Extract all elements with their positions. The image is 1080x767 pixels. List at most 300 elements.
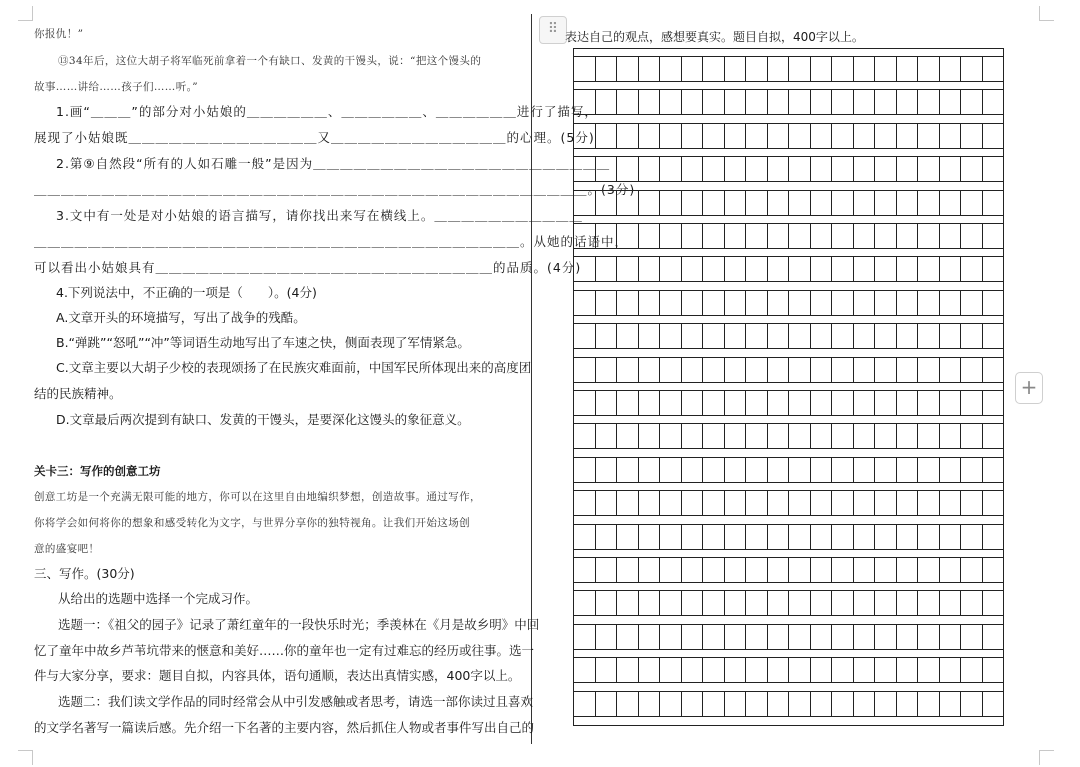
grid-cell[interactable]	[854, 190, 876, 216]
grid-cell[interactable]	[639, 624, 661, 650]
grid-cell[interactable]	[832, 290, 854, 316]
grid-cell[interactable]	[875, 89, 897, 115]
grid-cell[interactable]	[768, 323, 790, 349]
grid-cell[interactable]	[789, 590, 811, 616]
grid-cell[interactable]	[832, 691, 854, 717]
grid-cell[interactable]	[682, 56, 704, 82]
grid-cell[interactable]	[682, 457, 704, 483]
grid-cell[interactable]	[703, 657, 725, 683]
grid-cell[interactable]	[832, 123, 854, 149]
grid-cell[interactable]	[574, 56, 596, 82]
grid-cell[interactable]	[983, 590, 1004, 616]
grid-cell[interactable]	[596, 89, 618, 115]
grid-cell[interactable]	[918, 357, 940, 383]
grid-cell[interactable]	[746, 490, 768, 516]
grid-cell[interactable]	[596, 557, 618, 583]
grid-cell[interactable]	[854, 557, 876, 583]
grid-cell[interactable]	[768, 256, 790, 282]
grid-cell[interactable]	[832, 156, 854, 182]
grid-cell[interactable]	[703, 490, 725, 516]
grid-cell[interactable]	[832, 256, 854, 282]
grid-cell[interactable]	[961, 190, 983, 216]
grid-cell[interactable]	[682, 590, 704, 616]
grid-cell[interactable]	[639, 123, 661, 149]
grid-cell[interactable]	[746, 357, 768, 383]
grid-cell[interactable]	[639, 89, 661, 115]
grid-cell[interactable]	[811, 357, 833, 383]
grid-cell[interactable]	[768, 423, 790, 449]
grid-cell[interactable]	[639, 590, 661, 616]
grid-cell[interactable]	[832, 423, 854, 449]
grid-cell[interactable]	[918, 223, 940, 249]
grid-cell[interactable]	[596, 490, 618, 516]
grid-cell[interactable]	[961, 357, 983, 383]
grid-cell[interactable]	[897, 190, 919, 216]
grid-cell[interactable]	[918, 457, 940, 483]
grid-cell[interactable]	[639, 357, 661, 383]
grid-cell[interactable]	[725, 423, 747, 449]
grid-cell[interactable]	[832, 524, 854, 550]
grid-cell[interactable]	[725, 691, 747, 717]
grid-cell[interactable]	[682, 490, 704, 516]
grid-cell[interactable]	[854, 290, 876, 316]
grid-cell[interactable]	[961, 56, 983, 82]
grid-cell[interactable]	[682, 691, 704, 717]
grid-cell[interactable]	[789, 490, 811, 516]
grid-cell[interactable]	[703, 357, 725, 383]
grid-cell[interactable]	[596, 256, 618, 282]
grid-cell[interactable]	[617, 223, 639, 249]
grid-cell[interactable]	[897, 490, 919, 516]
grid-cell[interactable]	[875, 190, 897, 216]
grid-cell[interactable]	[983, 123, 1004, 149]
grid-cell[interactable]	[961, 490, 983, 516]
grid-cell[interactable]	[746, 524, 768, 550]
grid-cell[interactable]	[768, 557, 790, 583]
grid-cell[interactable]	[983, 156, 1004, 182]
grid-cell[interactable]	[940, 290, 962, 316]
grid-cell[interactable]	[983, 323, 1004, 349]
grid-cell[interactable]	[897, 524, 919, 550]
grid-cell[interactable]	[703, 256, 725, 282]
grid-cell[interactable]	[617, 190, 639, 216]
grid-cell[interactable]	[789, 56, 811, 82]
grid-cell[interactable]	[940, 624, 962, 650]
grid-cell[interactable]	[961, 390, 983, 416]
grid-cell[interactable]	[746, 691, 768, 717]
grid-cell[interactable]	[639, 56, 661, 82]
grid-cell[interactable]	[639, 423, 661, 449]
grid-cell[interactable]	[660, 390, 682, 416]
grid-cell[interactable]	[918, 691, 940, 717]
grid-cell[interactable]	[897, 390, 919, 416]
grid-cell[interactable]	[725, 123, 747, 149]
grid-cell[interactable]	[832, 657, 854, 683]
grid-cell[interactable]	[875, 657, 897, 683]
grid-cell[interactable]	[617, 56, 639, 82]
grid-cell[interactable]	[811, 657, 833, 683]
grid-cell[interactable]	[660, 457, 682, 483]
grid-cell[interactable]	[682, 624, 704, 650]
grid-cell[interactable]	[961, 457, 983, 483]
grid-cell[interactable]	[617, 123, 639, 149]
grid-cell[interactable]	[639, 390, 661, 416]
grid-cell[interactable]	[746, 457, 768, 483]
grid-cell[interactable]	[983, 256, 1004, 282]
grid-cell[interactable]	[617, 691, 639, 717]
grid-cell[interactable]	[768, 156, 790, 182]
grid-cell[interactable]	[574, 590, 596, 616]
grid-cell[interactable]	[854, 457, 876, 483]
grid-cell[interactable]	[746, 190, 768, 216]
grid-cell[interactable]	[617, 657, 639, 683]
grid-cell[interactable]	[983, 390, 1004, 416]
grid-cell[interactable]	[811, 223, 833, 249]
grid-cell[interactable]	[596, 590, 618, 616]
grid-cell[interactable]	[617, 557, 639, 583]
grid-cell[interactable]	[897, 457, 919, 483]
grid-cell[interactable]	[703, 457, 725, 483]
grid-cell[interactable]	[639, 490, 661, 516]
grid-cell[interactable]	[961, 423, 983, 449]
grid-cell[interactable]	[875, 423, 897, 449]
grid-cell[interactable]	[746, 256, 768, 282]
grid-cell[interactable]	[854, 524, 876, 550]
grid-cell[interactable]	[725, 624, 747, 650]
grid-cell[interactable]	[940, 256, 962, 282]
grid-cell[interactable]	[961, 323, 983, 349]
grid-cell[interactable]	[875, 490, 897, 516]
grid-cell[interactable]	[703, 223, 725, 249]
grid-cell[interactable]	[596, 123, 618, 149]
grid-cell[interactable]	[897, 123, 919, 149]
grid-cell[interactable]	[617, 624, 639, 650]
grid-cell[interactable]	[897, 357, 919, 383]
grid-cell[interactable]	[961, 223, 983, 249]
grid-cell[interactable]	[961, 691, 983, 717]
grid-cell[interactable]	[746, 123, 768, 149]
grid-cell[interactable]	[897, 256, 919, 282]
grid-cell[interactable]	[725, 457, 747, 483]
grid-cell[interactable]	[875, 357, 897, 383]
grid-cell[interactable]	[725, 390, 747, 416]
grid-cell[interactable]	[983, 190, 1004, 216]
grid-cell[interactable]	[682, 657, 704, 683]
grid-cell[interactable]	[725, 657, 747, 683]
grid-cell[interactable]	[897, 290, 919, 316]
grid-cell[interactable]	[789, 290, 811, 316]
grid-cell[interactable]	[574, 357, 596, 383]
grid-cell[interactable]	[660, 156, 682, 182]
grid-cell[interactable]	[746, 223, 768, 249]
grid-cell[interactable]	[768, 357, 790, 383]
grid-cell[interactable]	[961, 524, 983, 550]
grid-cell[interactable]	[854, 89, 876, 115]
grid-cell[interactable]	[983, 624, 1004, 650]
grid-cell[interactable]	[596, 691, 618, 717]
grid-cell[interactable]	[617, 423, 639, 449]
grid-cell[interactable]	[768, 390, 790, 416]
grid-cell[interactable]	[918, 390, 940, 416]
grid-cell[interactable]	[574, 390, 596, 416]
grid-cell[interactable]	[854, 156, 876, 182]
grid-cell[interactable]	[574, 457, 596, 483]
grid-cell[interactable]	[983, 657, 1004, 683]
grid-cell[interactable]	[875, 590, 897, 616]
grid-cell[interactable]	[961, 557, 983, 583]
grid-cell[interactable]	[789, 357, 811, 383]
grid-cell[interactable]	[940, 123, 962, 149]
grid-cell[interactable]	[789, 89, 811, 115]
grid-cell[interactable]	[854, 123, 876, 149]
grid-cell[interactable]	[660, 223, 682, 249]
grid-cell[interactable]	[789, 524, 811, 550]
grid-cell[interactable]	[875, 290, 897, 316]
grid-cell[interactable]	[746, 323, 768, 349]
grid-cell[interactable]	[574, 490, 596, 516]
grid-cell[interactable]	[832, 56, 854, 82]
grid-cell[interactable]	[574, 190, 596, 216]
grid-cell[interactable]	[682, 323, 704, 349]
grid-cell[interactable]	[897, 590, 919, 616]
grid-cell[interactable]	[660, 190, 682, 216]
grid-cell[interactable]	[617, 156, 639, 182]
grid-cell[interactable]	[961, 89, 983, 115]
grid-cell[interactable]	[703, 156, 725, 182]
grid-cell[interactable]	[918, 123, 940, 149]
grid-cell[interactable]	[875, 123, 897, 149]
grid-cell[interactable]	[875, 691, 897, 717]
grid-cell[interactable]	[854, 390, 876, 416]
grid-cell[interactable]	[768, 89, 790, 115]
grid-cell[interactable]	[854, 357, 876, 383]
grid-cell[interactable]	[768, 590, 790, 616]
grid-cell[interactable]	[725, 256, 747, 282]
grid-cell[interactable]	[940, 89, 962, 115]
grid-cell[interactable]	[854, 490, 876, 516]
grid-cell[interactable]	[725, 89, 747, 115]
grid-cell[interactable]	[746, 156, 768, 182]
grid-cell[interactable]	[811, 624, 833, 650]
grid-cell[interactable]	[703, 590, 725, 616]
grid-cell[interactable]	[875, 624, 897, 650]
grid-cell[interactable]	[854, 590, 876, 616]
grid-cell[interactable]	[617, 390, 639, 416]
grid-cell[interactable]	[617, 490, 639, 516]
grid-cell[interactable]	[811, 590, 833, 616]
grid-cell[interactable]	[897, 89, 919, 115]
grid-cell[interactable]	[596, 290, 618, 316]
grid-cell[interactable]	[660, 323, 682, 349]
grid-cell[interactable]	[811, 156, 833, 182]
grid-cell[interactable]	[746, 290, 768, 316]
grid-cell[interactable]	[660, 89, 682, 115]
grid-cell[interactable]	[574, 290, 596, 316]
grid-cell[interactable]	[746, 557, 768, 583]
grid-cell[interactable]	[703, 123, 725, 149]
grid-cell[interactable]	[682, 390, 704, 416]
grid-cell[interactable]	[574, 256, 596, 282]
grid-cell[interactable]	[703, 323, 725, 349]
grid-cell[interactable]	[832, 490, 854, 516]
grid-cell[interactable]	[682, 89, 704, 115]
grid-cell[interactable]	[832, 190, 854, 216]
grid-cell[interactable]	[961, 123, 983, 149]
grid-cell[interactable]	[789, 657, 811, 683]
grid-cell[interactable]	[918, 190, 940, 216]
grid-cell[interactable]	[983, 223, 1004, 249]
grid-cell[interactable]	[682, 524, 704, 550]
grid-cell[interactable]	[897, 323, 919, 349]
grid-cell[interactable]	[725, 557, 747, 583]
grid-cell[interactable]	[940, 557, 962, 583]
grid-cell[interactable]	[660, 357, 682, 383]
grid-cell[interactable]	[574, 323, 596, 349]
grid-cell[interactable]	[983, 457, 1004, 483]
grid-cell[interactable]	[617, 457, 639, 483]
grid-cell[interactable]	[961, 624, 983, 650]
grid-cell[interactable]	[789, 624, 811, 650]
grid-cell[interactable]	[596, 524, 618, 550]
add-block-button[interactable]: +	[1015, 372, 1043, 404]
grid-cell[interactable]	[639, 524, 661, 550]
grid-cell[interactable]	[574, 156, 596, 182]
grid-cell[interactable]	[789, 223, 811, 249]
grid-cell[interactable]	[983, 557, 1004, 583]
grid-cell[interactable]	[897, 56, 919, 82]
grid-cell[interactable]	[682, 256, 704, 282]
grid-cell[interactable]	[682, 290, 704, 316]
grid-cell[interactable]	[918, 557, 940, 583]
grid-cell[interactable]	[574, 624, 596, 650]
grid-cell[interactable]	[574, 657, 596, 683]
block-drag-handle-icon[interactable]: ⠿	[539, 16, 567, 44]
grid-cell[interactable]	[811, 190, 833, 216]
grid-cell[interactable]	[832, 223, 854, 249]
grid-cell[interactable]	[682, 557, 704, 583]
grid-cell[interactable]	[660, 557, 682, 583]
grid-cell[interactable]	[617, 524, 639, 550]
grid-cell[interactable]	[596, 223, 618, 249]
grid-cell[interactable]	[768, 691, 790, 717]
grid-cell[interactable]	[918, 56, 940, 82]
grid-cell[interactable]	[725, 156, 747, 182]
grid-cell[interactable]	[897, 223, 919, 249]
grid-cell[interactable]	[682, 357, 704, 383]
grid-cell[interactable]	[617, 256, 639, 282]
grid-cell[interactable]	[875, 323, 897, 349]
grid-cell[interactable]	[983, 423, 1004, 449]
grid-cell[interactable]	[875, 256, 897, 282]
grid-cell[interactable]	[854, 323, 876, 349]
grid-cell[interactable]	[768, 457, 790, 483]
grid-cell[interactable]	[940, 156, 962, 182]
grid-cell[interactable]	[725, 56, 747, 82]
grid-cell[interactable]	[660, 590, 682, 616]
grid-cell[interactable]	[725, 290, 747, 316]
grid-cell[interactable]	[832, 323, 854, 349]
grid-cell[interactable]	[940, 190, 962, 216]
grid-cell[interactable]	[983, 691, 1004, 717]
grid-cell[interactable]	[768, 624, 790, 650]
grid-cell[interactable]	[875, 56, 897, 82]
grid-cell[interactable]	[574, 123, 596, 149]
grid-cell[interactable]	[682, 223, 704, 249]
grid-cell[interactable]	[832, 590, 854, 616]
grid-cell[interactable]	[918, 290, 940, 316]
grid-cell[interactable]	[660, 423, 682, 449]
grid-cell[interactable]	[617, 590, 639, 616]
writing-grid[interactable]	[573, 48, 1004, 726]
grid-cell[interactable]	[703, 290, 725, 316]
grid-cell[interactable]	[596, 624, 618, 650]
grid-cell[interactable]	[574, 423, 596, 449]
grid-cell[interactable]	[940, 56, 962, 82]
grid-cell[interactable]	[918, 657, 940, 683]
grid-cell[interactable]	[918, 524, 940, 550]
grid-cell[interactable]	[725, 323, 747, 349]
grid-cell[interactable]	[789, 691, 811, 717]
grid-cell[interactable]	[918, 624, 940, 650]
grid-cell[interactable]	[725, 223, 747, 249]
grid-cell[interactable]	[660, 524, 682, 550]
grid-cell[interactable]	[789, 457, 811, 483]
grid-cell[interactable]	[875, 524, 897, 550]
grid-cell[interactable]	[660, 657, 682, 683]
grid-cell[interactable]	[875, 223, 897, 249]
grid-cell[interactable]	[854, 423, 876, 449]
grid-cell[interactable]	[940, 590, 962, 616]
grid-cell[interactable]	[746, 423, 768, 449]
grid-cell[interactable]	[811, 490, 833, 516]
grid-cell[interactable]	[703, 89, 725, 115]
grid-cell[interactable]	[940, 691, 962, 717]
grid-cell[interactable]	[639, 256, 661, 282]
grid-cell[interactable]	[768, 657, 790, 683]
grid-cell[interactable]	[574, 223, 596, 249]
grid-cell[interactable]	[768, 290, 790, 316]
grid-cell[interactable]	[574, 557, 596, 583]
grid-cell[interactable]	[875, 390, 897, 416]
grid-cell[interactable]	[961, 156, 983, 182]
grid-cell[interactable]	[983, 56, 1004, 82]
grid-cell[interactable]	[897, 624, 919, 650]
grid-cell[interactable]	[682, 156, 704, 182]
grid-cell[interactable]	[832, 557, 854, 583]
grid-cell[interactable]	[768, 223, 790, 249]
grid-cell[interactable]	[832, 390, 854, 416]
grid-cell[interactable]	[789, 256, 811, 282]
grid-cell[interactable]	[596, 457, 618, 483]
grid-cell[interactable]	[875, 557, 897, 583]
grid-cell[interactable]	[854, 56, 876, 82]
grid-cell[interactable]	[983, 89, 1004, 115]
grid-cell[interactable]	[832, 89, 854, 115]
grid-cell[interactable]	[983, 490, 1004, 516]
grid-cell[interactable]	[660, 490, 682, 516]
grid-cell[interactable]	[596, 390, 618, 416]
grid-cell[interactable]	[789, 423, 811, 449]
grid-cell[interactable]	[789, 390, 811, 416]
grid-cell[interactable]	[897, 691, 919, 717]
grid-cell[interactable]	[940, 657, 962, 683]
grid-cell[interactable]	[854, 624, 876, 650]
grid-cell[interactable]	[574, 89, 596, 115]
grid-cell[interactable]	[746, 390, 768, 416]
grid-cell[interactable]	[918, 256, 940, 282]
grid-cell[interactable]	[703, 524, 725, 550]
grid-cell[interactable]	[746, 56, 768, 82]
